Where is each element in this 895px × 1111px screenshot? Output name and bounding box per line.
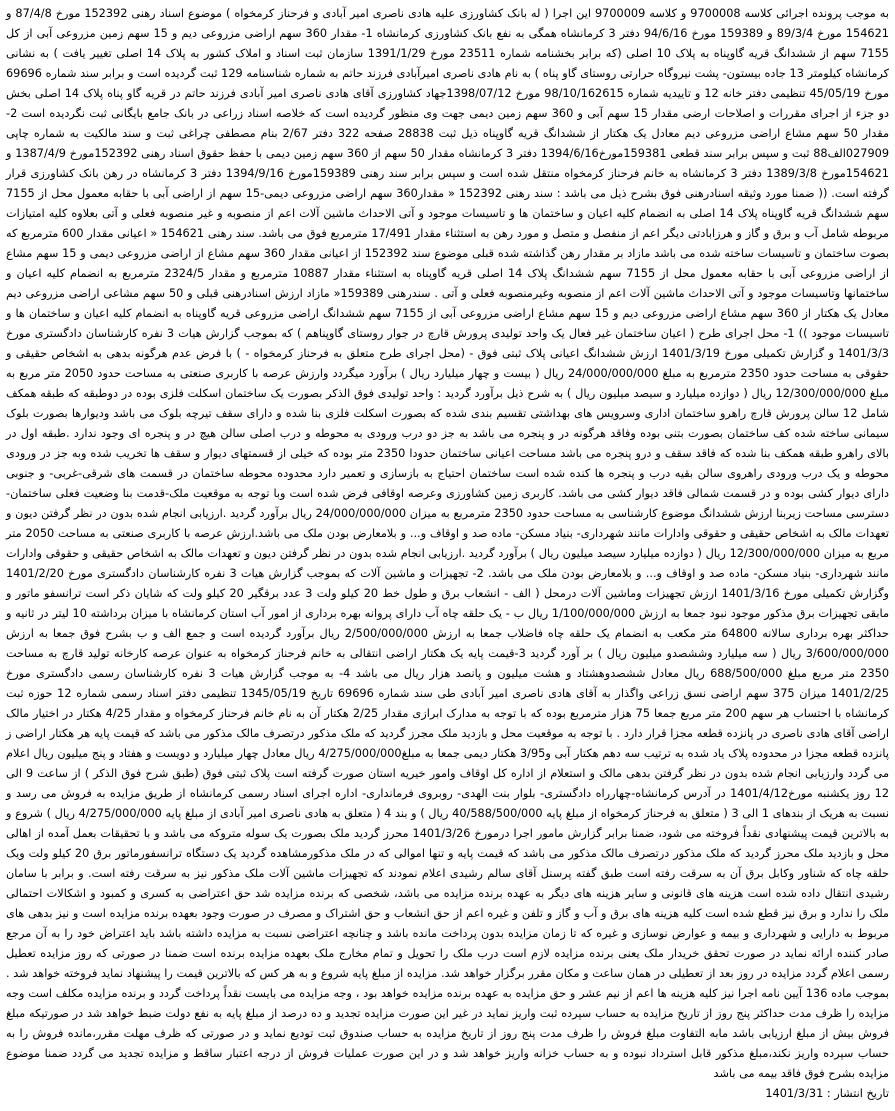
publication-date: تاریخ انتشار : 1401/3/31 (765, 1087, 889, 1100)
notice-body-text: به موجب پرونده اجرائی کلاسه 9700008 و کلاسه 9700009 این اجرا ( له بانک کشاورزی علیه هادی ناصری امیر آبادی و فرحناز کرمخواه ) موضوع اسناد رهنی 152392 مورخ 87/4/8 و 154621 مورخ 89/3/4 و 159389 مورخ 94/6/16 دفتر 3 کرمانشاه همگی به نفع بانک کشاورزی کرمانشاه 1- مقدار 360 سهم اراضی مزروعی دیم و 15 سهم زمین مزروعی آبی از کل 7155 سهم از ششدانگ قریه گاوپناه به پلاک 10 اصلی (که برابر بخشنامه شماره 23511 مورخ 1391/1/29 سازمان ثبت اسناد و املاک کشور به پلاک 14 اصلی تغییر یافت ) به نشانی کرمانشاه کیلومتر 13 جاده بیستون- پشت نیروگاه حرارتی روستای گاو پناه ) به نام هادی ناصری امیرآبادی فرزند حاتم به شماره شناسنامه 129 ثبت گردیده است و برابر سند شماره 69696 مورخ 45/05/19 تنظیمی دفتر خانه 12 و تاییدیه شماره 98/10/162615 مورخ 1398/07/12جهاد کشاورزی آقای هادی ناصری امیر آبادی فرزند حاتم در قریه گاو پناه پلاک 14 اصلی بخش دو جزء از اجرای مقررات و اصلاحات ارضی مقدار 15 سهم آبی و 360 سهم زمین دیمی جهت وی منظور گردیده است که خلاصه اسناد زراعی در بانک جامع بایگانی ثبت نگردیده است 2- مقدار 50 سهم مشاع اراضی مزروعی دیم معادل یک هکتار از ششدانگ قریه گاوپناه ذیل ثبت 28838 صفحه 322 دفتر 2/67 بنام مصطفی چراغی ثبت و سند مالکیت به شماره چاپی 027909الف88 ثبت و سپس برابر سند قطعی 159381مورخ1394/6/16 دفتر 3 کرمانشاه مقدار 50 سهم از 360 سهم زمین دیمی با حفظ حقوق اسناد رهنی 152392مورخ 1387/4/9 و 154621مورخ 1389/3/8 دفتر 3 کرمانشاه به خانم فرحناز کرمخواه منتقل شده است و سپس برابر سند رهنی 159389مورخ 1394/9/16 دفتر 3 کرمانشاه در رهن بانک کشاورزی قرار گرفته است. (( ضمنا مورد وثیقه اسنادرهنی فوق بشرح ذیل می باشد : سند رهنی 152392 « مقدار360 سهم اراضی مزروعی دیمی-15 سهم از اراضی آبی با حقابه معمول محل از 7155 سهم ششدانگ قریه گاوپناه پلاک 14 اصلی به انضمام کلیه اعیان و ساختمان ها و تاسیسات موجود و آتی الاحداث ماشین آلات اعم از منصوبه و غیر منصوبه فعلی و آتی بعلاوه کلیه امتیازات مربوطه شامل آب و برق و گاز و هرزابادتی دیگر اعم از منفصل و متصل و مورد رهن به استثناء مقدار 17/491 مترمربع فوق می باشد. سند رهنی 154621 « اعیانی مقدار 600 مترمربع که بصوت ساختمان و تاسیسات ساخته شده می باشد مازاد بر مقدار رهن گذاشته شده قبلی موضوع سند 152392 از اعیانی مقدار 360 سهم مشاع از اراضی مزروعی دیمی و 15 سهم مشاع از اراضی مزروعی آبی با حقابه معمول محل از 7155 سهم ششدانگ پلاک 14 اصلی قریه گاوپناه به استثناء مقدار 10887 مترمربع و مقدار 2324/5 مترمربع به انضمام کلیه اعیان و ساختمانها وتاسیسات موجود و آتی الاحداث ماشین آلات اعم از منصوبه وغیرمنصوبه فعلی و آتی . سندرهنی 159389« مازاد ارزش اسنادرهنی قبلی و 50 سهم مشاعی اراضی مزروعی دیم معادل یک هکتار از 360 سهم مشاع اراضی مزروعی دیم و 15 سهم مشاع اراضی مزروعی آبی از 7155 سهم ششدانگ اراضی مزروعی قریه گاوپناه به انضمام کلیه اعیان و ساختمان ها و تاسیسات موجود )) 1- محل اجرای طرح ( اعیان ساختمان غیر فعال یک واحد تولیدی پرورش قارچ در جوار روستای گاوپناهم ) که بموجب گزارش هیات 3 نفره کارشناسان دادگستری مورخ 1401/3/3 و گزارش تکمیلی مورخ 1401/3/19 ارزش ششدانگ اعیانی پلاک ثبتی فوق - (محل اجرای طرح متعلق به فرحناز کرمخواه - ) با فرض عدم هرگونه بدهی به اشخاص حقیقی و حقوقی به مساحت حدود 2350 مترمربع به مبلغ 24/000/000/000 ریال ( بیست و چهار میلیارد ریال ) برآورد میگردد وارزش عرصه با کاربری صنعتی به مساحت حدود 2050 متر مربع به مبلغ 12/300/000/000 ریال ( دوازده میلیارد و سیصد میلیون ریال ) به شرح ذیل برآورد گردید : واحد تولیدی فوق الذکر بصورت یک ساختمان اسکلت فلزی بوده در دوطبقه که طبقه همکف شامل 12 سالن پرورش قارچ راهرو ساختمان اداری وسرویس های بهداشتی تقسیم بندی شده که بصورت اسکلت فلزی بنا شده و دارای سقف تیرچه بلوک می باشد ودیوارها بصورت بلوک سیمانی ساخته شده کف ساختمان بصورت بتنی بوده وفاقد هرگونه در و پنجره می باشد به جز دو درب ورودی به محوطه و درب اصلی سالن هیچ در و پنجره ای وجود ندارد .طبقه اول در بالای راهرو طبقه همکف بنا شده که فاقد سقف و درو پنجره می باشد مساحت اعیانی ساختمان حدودا 2350 متر بوده که خیلی از قسمتهای دیوار و سقف ها تخریب شده وبه جز در ورودی محوطه و یک درب ورودی راهروی سالن بقیه درب و پنجره ها کنده شده است ساختمان احتیاج به بازسازی و تعمیر دارد محدوده محوطه ساختمان در قسمت های شرقی-غربی- و جنوبی دارای دیوار کشی بوده و در قسمت شمالی فاقد دیوار کشی می باشد. کاربری زمین کشاورزی وعرصه اوقافی فرض شده است وبا توجه به موقعیت ملک-قدمت بنا وضعیت فعلی ساختمان- دسترسی مساحت زیربنا ارزش ششدانگ موضوع کارشناسی به مساحت حدود 2350 مترمربع به میزان 24/000/000/000 ریال برآورد گردید .ارزیابی انجام شده بدون در نظر گرفتن دیون و تعهدات مالک به اشخاص حقیقی و حقوقی وادارات مانند شهرداری- بنیاد مسکن- ماده صد و اوقاف و... و بلامعارض بودن ملک می باشد.ارزش عرصه با کاربری صنعتی به مساحت 2050 متر مربع به میزان 12/300/000/000 ریال ( دوازده میلیارد سیصد میلیون ریال ) برآورد گردید .ارزیابی انجام شده بدون در نظر گرفتن دیون و تعهدات مالک به اشخاص حقیقی و حقوقی وادارات مانند شهرداری- بنیاد مسکن- ماده صد و اوقاف و... و بلامعارض بودن ملک می باشد. 2- تجهیزات و ماشین آلات که بموجب گزارش هیات 3 نفره کارشناسان دادگستری مورخ 1401/2/20 وگزارش تکمیلی مورخ 1401/3/16 ارزش تجهیزات وماشین آلات درمحل ( الف - انشعاب برق و طول خط 20 کیلو ولت 3 عدد برقگیر 20 کیلو ولت که شایان ذکر است ترانسفو ماتور و مابقی تجهیزات برق مذکور موجود نبود جمعا به ارزش 1/100/000/000 ریال ب - یک حلقه چاه آب دارای پروانه بهره برداری از امور آب استان کرمانشاه با میزان برداشته 10 لیتر در ثانیه و حداکثر بهره برداری سالانه 64800 متر مکعب به انضمام یک حلقه چاه فاضلاب جمعا به ارزش 2/500/000/000 ریال برآورد گردیده است و جمع الف و ب بشرح فوق جمعا به ارزش 3/600/000/000 ریال ( سه میلیارد وششصدو میلیون ریال ) بر آورد گردید 3-قیمت پایه یک هکتار اراضی انتقالی به خانم فرحناز کرمخواه به عنوان عرصه کارخانه تولید قارچ به مساحت 2350 متر مربع مبلغ 688/500/000 ریال معادل ششصدوهشتاد و هشت میلیون و پانصد هزار ریال می باشد 4- به موجب گزارش هیات 3 نفره کارشناسان رسمی دادگستری مورخ 1401/2/25 میزان 375 سهم اراضی نسق زراعی واگذار به آقای هادی ناصری امیر آبادی طی سند شماره 69696 تاریخ 1345/05/19 تنظیمی دفتر اسناد رسمی شماره 12 حوزه ثبت کرمانشاه با احتساب هر سهم 200 متر مربع جمعا 75 هزار مترمربع بوده که با توجه به مدارک ابرازی مقدار 2/25 هکتار آن به نام خانم فرحناز کرمخواه و مقدار 4/25 هکتار در اختیار مالک اراضی آقای هادی ناصری در پانزده قطعه مجزا قرار دارد . با توجه به موقعیت محل و بازدید ملک مجرز گردید که ملک مذکور درتصرف مالک مذکور می باشد که قیمت پایه هر هکتار اراضی ز پانزده قطعه مجزا در محدوده پلاک یاد شده به ترتیب سه دهم هکتار آبی و3/95 هکتار دیمی جمعا به مبلغ4/275/000/000 ریال معادل چهار میلیارد و دویست و هفتاد و پنج میلیون ریال اعلام می گردد وارزیابی انجام شده بدون در نظر گرفتن بدهی مالک و استعلام از اداره کل اوقاف وامور خیریه استان صورت گرفته است پلاک ثبتی فوق (طبق شرح فوق الذکر ) از ساعت 9 الی 12 روز یکشنبه مورخ1401/4/12 در آدرس کرمانشاه-چهارراه دادگستری- بلوار بنت الهدی- روبروی فرمانداری- اداره اجرای اسناد رسمی کرمانشاه از طریق مزایده به فروش می رسد و نسبت به هریک از بندهای 1 الی 3 ( متعلق به فرحناز کرمخواه از مبلغ پایه 40/588/500/000 ریال ) و بند 4 ( متعلق به هادی ناصری امیر آبادی از مبلغ پایه 4/275/000/000 ریال ) شروع و به بالاترین قیمت پیشنهادی نقداً فروخته می شود، ضمنا برابر گزارش مامور اجرا درمورخ 1401/3/26 محرز گردید ملک بصورت یک سوله متروکه می باشد و با تحقیقات بعمل آمده از اهالی محل و بازدید ملک محرز گردید که ملک مذکور درتصرف مالک مذکور می باشد که قیمت پایه و تنها اموالی که در ملک مذکورمشاهده گردید یک دستگاه ترانسفورماتور برق 20 کیلو ولت ویک حلقه چاه که شناور وکابل برق آن به سرقت رفته است طبق گفته پرسنل آقای سالم رشیدی اعلام نمودند که تجهیزات ماشین آلات ملک مذکور نیز به سرقت رفته است. و برابر با سامان رشیدی انتقال داده شده است هزینه های قانونی و سایر هزینه های دیگر به عهده برنده مزایده می باشد، شخصی که برنده مزایده شد حق اعتراضی به کسری و کمبود و اشکالات احتمالی ملک را ندارد و برق نیز قطع شده است کلیه هزینه های برق و آب و گاز و تلفن و غیره اعم از حق انشعاب و حق اشتراک و مصرف در صورت وجود بعهده برنده مزایده است و نیز بدهی های مربوط به دارایی و شهرداری و بیمه و عوارض نوسازی و غیره که تا زمان مزایده بدون پرداخت مانده باشد و چنانچه اعتراضی نسبت به مزایده داشته باشد باید اعتراض خود را به آن مرجع صادر کننده ارائه نماید در صورت تحقق خریدار ملک یعنی برنده مزایده لازم است درب ملک را تحویل و تمام مخارج ملک بعهده مزایده برنده است ضمنا در صورتی که روز مزایده تعطیل رسمی اعلام گردد مزایده در روز بعد از تعطیلی در همان ساعت و مکان مقرر برگزار خواهد شد. مزایده از مبلغ پایه شروع و به هر کس که بالاترین قیمت را پیشنهاد نماید فروخته خواهد شد . بموجب ماده 136 آیین نامه اجرا نیز کلیه هزینه ها اعم از نیم عشر و حق مزایده به عهده برنده مزایده خواهد بود ، وجه مزایده می بایست نقداً پرداخت گردد و برنده مزایده مکلف است وجه مزایده را ظرف مدت حداکثر پنج روز از تاریخ مزایده به حساب سپرده ثبت واریز نماید در غیر این صورت مزایده تجدید و ده درصد از مبلغ پایه به نفع دولت ضبط خواهد شد در صورتیکه مبلغ فروش بیش از مبلغ ارزیابی باشد مابه التفاوت مبلغ فروش را ظرف مدت پنج روز از تاریخ مزایده به حساب صندوق ثبت تودیع نماید و در صورتی که ظرف مهلت مقرر،مانده فروش را به حساب سپرده واریز نکند،مبلغ مذکور قابل استرداد نبوده و به حساب خزانه واریز خواهد شد و در این صورت عملیات فروش از درجه اعتبار ساقط و مزایده تجدید می گردد ضمنا موضوع مزایده بشرح فوق فاقد بیمه می باشد (6, 7, 890, 1080)
